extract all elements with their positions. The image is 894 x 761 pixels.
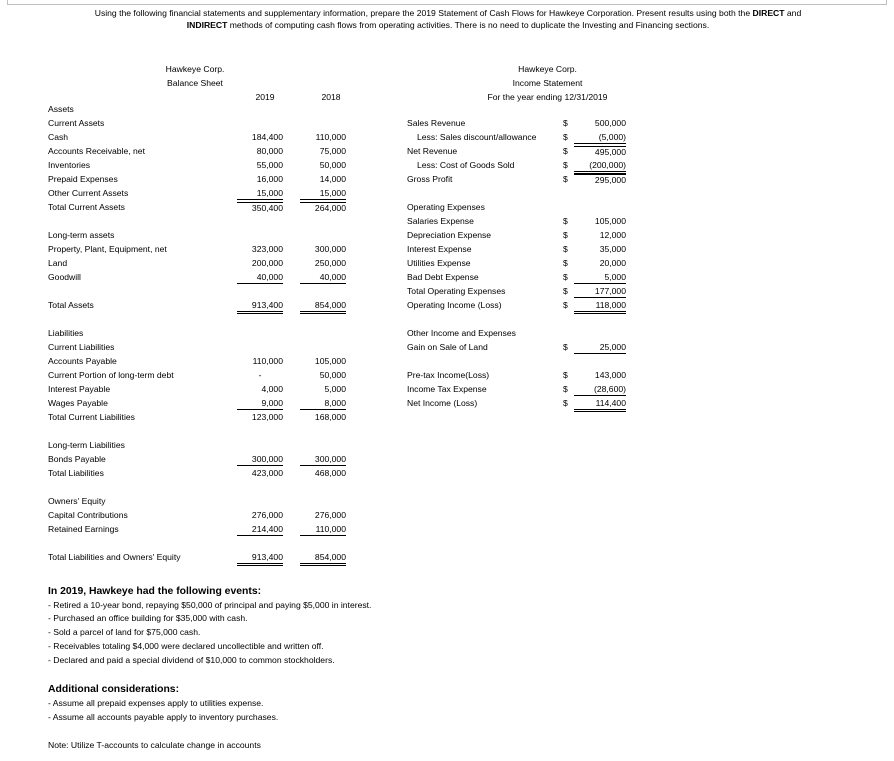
is-company: Hawkeye Corp. <box>518 64 577 74</box>
bs-row-label: Land <box>48 258 68 268</box>
bs-value-2018: 300,000 <box>314 244 346 254</box>
bs-value-2018: 300,000 <box>300 454 346 466</box>
bs-value-2018: 110,000 <box>300 524 346 536</box>
is-value: 12,000 <box>599 230 626 240</box>
bs-value-2019: 323,000 <box>251 244 283 254</box>
bs-value-2018: 276,000 <box>314 510 346 520</box>
is-currency: $ <box>563 342 568 352</box>
is-value: 500,000 <box>594 118 626 128</box>
is-currency: $ <box>563 230 568 240</box>
is-row-label: Gain on Sale of Land <box>407 342 488 352</box>
note: Note: Utilize T-accounts to calculate change in accounts <box>48 740 261 750</box>
bs-value-2018: 8,000 <box>300 398 346 410</box>
is-value: 495,000 <box>574 146 626 158</box>
bs-row-label: Prepaid Expenses <box>48 174 118 184</box>
bs-col-2019: 2019 <box>255 92 275 102</box>
bs-value-2018: 105,000 <box>314 356 346 366</box>
is-value: 118,000 <box>574 300 626 314</box>
bs-value-2019: 214,400 <box>237 524 283 536</box>
bs-value-2019: 184,400 <box>251 132 283 142</box>
bs-value-2018: 5,000 <box>324 384 346 394</box>
is-value: 143,000 <box>594 370 626 380</box>
is-currency: $ <box>563 216 568 226</box>
bs-value-2019: 200,000 <box>251 258 283 268</box>
bs-value-2018: 168,000 <box>314 412 346 422</box>
is-currency: $ <box>563 146 568 156</box>
bs-row-label: Accounts Receivable, net <box>48 146 145 156</box>
is-value: 105,000 <box>594 216 626 226</box>
bs-value-2018: 854,000 <box>300 300 346 314</box>
bs-value-2019: 40,000 <box>237 272 283 284</box>
event-item: - Sold a parcel of land for $75,000 cash. <box>48 627 201 637</box>
bs-row-label: Current Liabilities <box>48 342 115 352</box>
sheet-top-border <box>7 0 887 5</box>
bs-row-label: Current Portion of long-term debt <box>48 370 174 380</box>
events-title: In 2019, Hawkeye had the following events: <box>48 586 262 597</box>
consideration-item: - Assume all prepaid expenses apply to utilities expense. <box>48 698 264 708</box>
bs-row-label: Bonds Payable <box>48 454 106 464</box>
is-currency: $ <box>563 384 568 394</box>
bs-row-label: Assets <box>48 104 74 114</box>
is-value: 20,000 <box>599 258 626 268</box>
is-row-label: Pre-tax Income(Loss) <box>407 370 490 380</box>
event-item: - Retired a 10-year bond, repaying $50,000 of principal and paying $5,000 in interest. <box>48 600 372 610</box>
bs-value-2019: 110,000 <box>252 356 283 366</box>
is-row-label: Less: Cost of Goods Sold <box>417 160 515 170</box>
bs-title: Balance Sheet <box>167 78 223 88</box>
is-row-label: Other Income and Expenses <box>407 328 516 338</box>
is-value: (28,600) <box>574 384 626 396</box>
is-currency: $ <box>563 286 568 296</box>
bs-value-2018: 854,000 <box>300 552 346 566</box>
is-value: (5,000) <box>574 132 626 144</box>
bs-row-label: Accounts Payable <box>48 356 117 366</box>
considerations-title: Additional considerations: <box>48 684 180 695</box>
is-currency: $ <box>563 132 568 142</box>
bs-value-2019: 913,400 <box>237 300 283 314</box>
is-row-label: Net Income (Loss) <box>407 398 478 408</box>
is-currency: $ <box>563 244 568 254</box>
is-row-label: Bad Debt Expense <box>407 272 479 282</box>
bs-value-2018: 250,000 <box>314 258 346 268</box>
bs-row-label: Total Liabilities <box>48 468 104 478</box>
is-row-label: Gross Profit <box>407 174 453 184</box>
bs-value-2018: 50,000 <box>319 160 346 170</box>
is-row-label: Salaries Expense <box>407 216 474 226</box>
instructions-line1: Using the following financial statements and supplementary information, prepare the 2019 Statement of Cash Flows for Hawkeye Corporation. Present results using both the <box>94 8 753 18</box>
bs-row-label: Liabilities <box>48 328 84 338</box>
bs-value-2018: 14,000 <box>319 174 346 184</box>
instructions-and: and <box>784 8 802 18</box>
bs-row-label: Current Assets <box>48 118 105 128</box>
instructions-line2: methods of computing cash flows from operating activities. There is no need to duplicate the Investing and Financing sections. <box>227 20 710 30</box>
bs-value-2019: 350,400 <box>237 202 283 214</box>
is-currency: $ <box>563 370 568 380</box>
bs-value-2019: 4,000 <box>261 384 283 394</box>
bs-row-label: Owners' Equity <box>48 496 106 506</box>
bs-value-2019: 276,000 <box>251 510 283 520</box>
bs-value-2018: 468,000 <box>314 468 346 478</box>
bs-row-label: Cash <box>48 132 69 142</box>
bs-row-label: Capital Contributions <box>48 510 128 520</box>
bs-value-2019: 80,000 <box>256 146 283 156</box>
is-title: Income Statement <box>512 78 583 88</box>
bs-row-label: Long-term assets <box>48 230 115 240</box>
bs-value-2018: 75,000 <box>319 146 346 156</box>
bs-value-2019: 15,000 <box>237 188 283 200</box>
is-currency: $ <box>563 160 568 170</box>
event-item: - Receivables totaling $4,000 were declared uncollectible and written off. <box>48 641 324 651</box>
bs-row-label: Total Current Liabilities <box>48 412 135 422</box>
bs-row-label: Inventories <box>48 160 91 170</box>
bs-row-label: Long-term Liabilities <box>48 440 125 450</box>
consideration-item: - Assume all accounts payable apply to inventory purchases. <box>48 712 279 722</box>
is-currency: $ <box>563 300 568 310</box>
bs-row-label: Retained Earnings <box>48 524 119 534</box>
instructions <box>20 7 876 31</box>
bs-value-2018: 264,000 <box>300 202 346 214</box>
bs-row-label: Goodwill <box>48 272 81 282</box>
bs-value-2018: 50,000 <box>319 370 346 380</box>
is-row-label: Net Revenue <box>407 146 458 156</box>
bs-company: Hawkeye Corp. <box>165 64 225 74</box>
is-row-label: Income Tax Expense <box>407 384 487 394</box>
is-value: 25,000 <box>574 342 626 354</box>
is-value: 5,000 <box>574 272 626 284</box>
bs-row-label: Wages Payable <box>48 398 108 408</box>
is-row-label: Total Operating Expenses <box>407 286 506 296</box>
bs-value-2019: - <box>258 370 262 380</box>
is-row-label: Operating Expenses <box>407 202 485 212</box>
is-row-label: Sales Revenue <box>407 118 466 128</box>
is-value: 114,400 <box>574 398 626 412</box>
direct-label: DIRECT <box>752 8 785 18</box>
bs-value-2019: 16,000 <box>256 174 283 184</box>
is-currency: $ <box>563 174 568 184</box>
bs-value-2019: 123,000 <box>251 412 283 422</box>
bs-row-label: Other Current Assets <box>48 188 129 198</box>
bs-row-label: Total Assets <box>48 300 94 310</box>
is-value: 35,000 <box>599 244 626 254</box>
bs-value-2019: 913,400 <box>237 552 283 566</box>
is-row-label: Depreciation Expense <box>407 230 492 240</box>
is-value: 295,000 <box>574 174 626 186</box>
is-row-label: Utilities Expense <box>407 258 471 268</box>
bs-row-label: Interest Payable <box>48 384 111 394</box>
is-row-label: Interest Expense <box>407 244 472 254</box>
bs-value-2019: 9,000 <box>237 398 283 410</box>
bs-value-2018: 40,000 <box>300 272 346 284</box>
bs-value-2018: 15,000 <box>300 188 346 200</box>
is-currency: $ <box>563 118 568 128</box>
bs-row-label: Total Current Assets <box>48 202 125 212</box>
indirect-label: INDIRECT <box>186 20 228 30</box>
bs-value-2018: 110,000 <box>315 132 346 142</box>
is-period: For the year ending 12/31/2019 <box>487 92 608 102</box>
is-currency: $ <box>563 398 568 408</box>
bs-col-2018: 2018 <box>321 92 341 102</box>
bs-value-2019: 55,000 <box>256 160 283 170</box>
is-currency: $ <box>563 258 568 268</box>
bs-value-2019: 423,000 <box>251 468 283 478</box>
event-item: - Declared and paid a special dividend of $10,000 to common stockholders. <box>48 655 335 665</box>
bs-row-label: Total Liabilities and Owners' Equity <box>48 552 181 562</box>
is-row-label: Operating Income (Loss) <box>407 300 502 310</box>
bs-value-2019: 300,000 <box>237 454 283 466</box>
is-row-label: Less: Sales discount/allowance <box>417 132 537 142</box>
is-value: 177,000 <box>574 286 626 298</box>
is-value: (200,000) <box>574 160 626 174</box>
event-item: - Purchased an office building for $35,000 with cash. <box>48 613 248 623</box>
bs-row-label: Property, Plant, Equipment, net <box>48 244 167 254</box>
is-currency: $ <box>563 272 568 282</box>
